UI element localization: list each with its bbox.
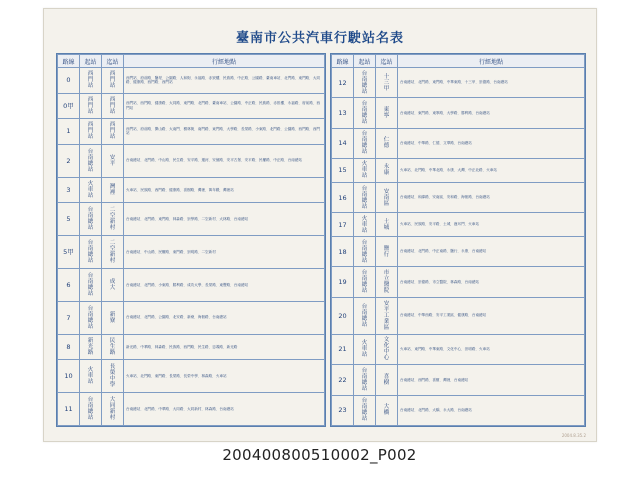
to-stop xyxy=(376,213,398,237)
to-stop xyxy=(102,393,124,426)
from-stop xyxy=(80,119,102,145)
route-stops: 台南總站．北門路．東門路．中華東路．十三甲．崇德路．台南總站 xyxy=(398,68,585,98)
to-stop-label: 新寮 xyxy=(109,311,116,324)
from-stop-label: 台南總站 xyxy=(361,269,368,294)
route-stops: 台南總站．崇德路．市立醫院．林森路．台南總站 xyxy=(398,267,585,297)
to-stop xyxy=(376,297,398,334)
route-stops: 台南總站．西門路．喜樹．灣裡．台南總站 xyxy=(398,365,585,395)
to-stop-label: 土城 xyxy=(383,218,390,231)
from-stop xyxy=(354,297,376,334)
from-stop-label: 火車站 xyxy=(87,180,94,199)
from-stop xyxy=(354,267,376,297)
to-stop xyxy=(376,182,398,212)
from-stop xyxy=(80,301,102,334)
right-route-table xyxy=(331,54,585,426)
table-row xyxy=(332,68,585,98)
table-row xyxy=(332,297,585,334)
to-stop xyxy=(376,128,398,158)
route-number: 16 xyxy=(332,182,354,212)
route-number: 19 xyxy=(332,267,354,297)
from-stop-label: 台南總站 xyxy=(87,305,94,330)
left-route-table-panel xyxy=(56,53,326,427)
from-stop xyxy=(80,203,102,236)
to-stop-label: 十三甲 xyxy=(383,73,390,92)
to-stop-label: 西門站 xyxy=(109,71,116,90)
to-stop xyxy=(102,334,124,360)
route-number: 6 xyxy=(58,268,80,301)
to-stop xyxy=(102,93,124,119)
to-stop xyxy=(102,360,124,393)
route-stops: 台南總站．北門路．小東路．勝利路．成功大學．長榮路．東豐路．台南總站 xyxy=(124,268,325,301)
route-stops: 台南總站．北門路．東門路．林森路．崇學路．二空新村．大林路．台南總站 xyxy=(124,203,325,236)
from-stop xyxy=(80,68,102,94)
from-stop-label: 台南總站 xyxy=(87,239,94,264)
from-stop-label: 台南總站 xyxy=(361,239,368,264)
from-stop xyxy=(354,334,376,364)
table-row xyxy=(58,177,325,203)
from-stop-label: 台南總站 xyxy=(361,185,368,210)
from-stop-label: 台南總站 xyxy=(361,101,368,126)
from-stop-label: 西門站 xyxy=(87,71,94,90)
to-stop-label: 西門站 xyxy=(109,122,116,141)
table-row xyxy=(332,213,585,237)
table-row xyxy=(58,301,325,334)
from-stop xyxy=(354,365,376,395)
to-stop xyxy=(376,334,398,364)
table-row xyxy=(58,144,325,177)
route-stops: 台南總站．東門路．東寧路．大學路．勝利路．台南總站 xyxy=(398,98,585,128)
to-stop xyxy=(376,395,398,425)
route-number: 22 xyxy=(332,365,354,395)
route-number: 5甲 xyxy=(58,236,80,269)
to-stop-label: 安平工業區 xyxy=(383,300,390,331)
pencil-catalog-note: 2004.8.35.2 xyxy=(561,433,586,438)
to-stop-label: 成大 xyxy=(109,278,116,291)
to-stop-label: 永康 xyxy=(383,164,390,177)
route-stops: 西門站．府前路．鹽埕．公園路．人和街．永福路．赤崁樓．民族路．中正路．公園路．臺南車站．北門路．東門路．大同路．健康路．西門路．西門站 xyxy=(124,68,325,94)
table-row xyxy=(58,119,325,145)
route-number: 3 xyxy=(58,177,80,203)
table-row xyxy=(332,182,585,212)
from-stop xyxy=(354,98,376,128)
table-row xyxy=(332,334,585,364)
table-row xyxy=(332,128,585,158)
route-stops: 台南總站．和緯路．安南區．安和路．海佃路．台南總站 xyxy=(398,182,585,212)
route-stops: 火車站．北門路．東門路．長榮路．長榮中學．林森路．火車站 xyxy=(124,360,325,393)
from-stop-label: 火車站 xyxy=(361,340,368,359)
table-row xyxy=(332,98,585,128)
route-stops: 台南總站．北門路．大橋．永大路．台南總站 xyxy=(398,395,585,425)
table-row xyxy=(58,268,325,301)
image-caption: 200400800510002_P002 xyxy=(222,446,417,464)
table-row xyxy=(332,159,585,183)
route-stops: 台南總站．中山路．民權路．東門路．崇明路．二空新村 xyxy=(124,236,325,269)
route-number: 0甲 xyxy=(58,93,80,119)
to-stop-label: 東寧 xyxy=(383,107,390,120)
route-number: 18 xyxy=(332,236,354,266)
route-stops: 台南總站．北門路．中正南路．鹽行．永康．台南總站 xyxy=(398,236,585,266)
route-number: 17 xyxy=(332,213,354,237)
header-from-stop: 起站 xyxy=(354,55,376,68)
to-stop-label: 安平 xyxy=(109,154,116,167)
to-stop-label: 西門站 xyxy=(109,96,116,115)
route-stops: 火車站．民族路．安平路．土城．鹿耳門．火車站 xyxy=(398,213,585,237)
to-stop-label: 民生路 xyxy=(109,337,116,356)
route-stops: 西門站．西門路．健康路．大同路．東門路．北門路．臺南車站．公園路．中正路．民族路．赤崁樓．永福路．府前路．西門站 xyxy=(124,93,325,119)
route-stops: 台南總站．北門路．公園路．北安路．新寮．海佃路．台南總站 xyxy=(124,301,325,334)
from-stop-label: 台南總站 xyxy=(361,303,368,328)
route-number: 15 xyxy=(332,159,354,183)
to-stop-label: 二空新村 xyxy=(109,239,116,264)
to-stop xyxy=(102,301,124,334)
from-stop xyxy=(80,268,102,301)
right-route-table-panel xyxy=(330,53,586,427)
table-row xyxy=(58,360,325,393)
table-row xyxy=(332,236,585,266)
route-stops: 西門站．府前路．開山路．大南門．樹林街．南門路．東門路．大學路．長榮路．小東路．北門路．公園路．西門路．西門站 xyxy=(124,119,325,145)
from-stop-label: 台南總站 xyxy=(87,207,94,232)
route-stops: 台南總站．中華西路．安平工業區．健康路．台南總站 xyxy=(398,297,585,334)
from-stop-label: 台南總站 xyxy=(361,70,368,95)
from-stop xyxy=(354,213,376,237)
header-route-no: 路線 xyxy=(332,55,354,68)
to-stop xyxy=(102,68,124,94)
to-stop-label: 鹽行 xyxy=(383,245,390,258)
table-row xyxy=(58,393,325,426)
from-stop xyxy=(80,177,102,203)
from-stop xyxy=(80,334,102,360)
header-route-stops: 行經地點 xyxy=(398,55,585,68)
to-stop-label: 仁德 xyxy=(383,137,390,150)
from-stop-label: 台南總站 xyxy=(87,397,94,422)
route-number: 11 xyxy=(58,393,80,426)
route-number: 1 xyxy=(58,119,80,145)
from-stop xyxy=(80,360,102,393)
table-row xyxy=(332,365,585,395)
route-stops: 台南總站．北門路．中華路．大同路．大同新村．林森路．台南總站 xyxy=(124,393,325,426)
route-stops: 台南總站．北門路．中山路．民生路．安平路．運河．安億路．安平古堡．安平路．民權路．中正路．台南總站 xyxy=(124,144,325,177)
table-row xyxy=(332,267,585,297)
route-stops: 火車站．北門路．中華北路．永康．大灣．中正北路．火車站 xyxy=(398,159,585,183)
to-stop xyxy=(102,203,124,236)
route-number: 0 xyxy=(58,68,80,94)
to-stop-label: 灣裡 xyxy=(109,183,116,196)
from-stop-label: 台南總站 xyxy=(87,272,94,297)
to-stop-label: 大橋 xyxy=(383,404,390,417)
from-stop xyxy=(80,236,102,269)
route-stops: 台南總站．中華路．仁德．文華路．台南總站 xyxy=(398,128,585,158)
table-row xyxy=(58,93,325,119)
from-stop-label: 台南總站 xyxy=(361,398,368,423)
from-stop-label: 台南總站 xyxy=(361,367,368,392)
to-stop xyxy=(102,144,124,177)
from-stop-label: 西門站 xyxy=(87,122,94,141)
from-stop xyxy=(80,93,102,119)
from-stop xyxy=(354,236,376,266)
route-number: 10 xyxy=(58,360,80,393)
table-row xyxy=(58,68,325,94)
from-stop-label: 火車站 xyxy=(361,161,368,180)
to-stop xyxy=(376,98,398,128)
to-stop xyxy=(376,267,398,297)
route-number: 12 xyxy=(332,68,354,98)
from-stop xyxy=(354,182,376,212)
to-stop-label: 長榮中學 xyxy=(109,364,116,389)
from-stop-label: 火車站 xyxy=(87,367,94,386)
document-title: 臺南市公共汽車行駛站名表 xyxy=(235,31,404,46)
from-stop-label: 新光路 xyxy=(87,337,94,356)
to-stop xyxy=(102,268,124,301)
table-row xyxy=(58,203,325,236)
header-to-stop: 迄站 xyxy=(102,55,124,68)
left-route-table xyxy=(57,54,325,426)
route-stops: 火車站．東門路．中華東路．文化中心．崇明路．火車站 xyxy=(398,334,585,364)
to-stop xyxy=(376,68,398,98)
from-stop xyxy=(80,393,102,426)
from-stop xyxy=(354,128,376,158)
to-stop-label: 二空新村 xyxy=(109,207,116,232)
table-row xyxy=(58,334,325,360)
from-stop-label: 西門站 xyxy=(87,96,94,115)
route-number: 7 xyxy=(58,301,80,334)
from-stop xyxy=(354,68,376,98)
route-number: 20 xyxy=(332,297,354,334)
route-number: 14 xyxy=(332,128,354,158)
to-stop-label: 市立醫院 xyxy=(383,269,390,294)
route-number: 21 xyxy=(332,334,354,364)
route-stops: 火車站．民族路．西門路．健康路．喜樹路．灣裡．萬年殿．灣裡站 xyxy=(124,177,325,203)
left-table-header-row xyxy=(58,55,325,68)
to-stop xyxy=(102,177,124,203)
to-stop-label: 喜樹 xyxy=(383,373,390,386)
right-table-header-row xyxy=(332,55,585,68)
document-sheet xyxy=(43,8,597,442)
to-stop xyxy=(376,365,398,395)
route-number: 13 xyxy=(332,98,354,128)
to-stop xyxy=(376,159,398,183)
header-route-no: 路線 xyxy=(58,55,80,68)
from-stop-label: 火車站 xyxy=(361,215,368,234)
to-stop-label: 文化中心 xyxy=(383,337,390,362)
from-stop xyxy=(354,395,376,425)
table-row xyxy=(332,395,585,425)
from-stop-label: 台南總站 xyxy=(361,131,368,156)
to-stop-label: 安南區 xyxy=(383,188,390,207)
from-stop-label: 台南總站 xyxy=(87,148,94,173)
from-stop xyxy=(80,144,102,177)
route-stops: 新光路．中華路．林森路．民族路．西門路．民生路．忠義路．新光路 xyxy=(124,334,325,360)
route-number: 5 xyxy=(58,203,80,236)
route-number: 2 xyxy=(58,144,80,177)
from-stop xyxy=(354,159,376,183)
route-number: 8 xyxy=(58,334,80,360)
header-from-stop: 起站 xyxy=(80,55,102,68)
table-row xyxy=(58,236,325,269)
header-route-stops: 行經地點 xyxy=(124,55,325,68)
route-number: 23 xyxy=(332,395,354,425)
to-stop xyxy=(376,236,398,266)
to-stop xyxy=(102,119,124,145)
to-stop xyxy=(102,236,124,269)
header-to-stop: 迄站 xyxy=(376,55,398,68)
to-stop-label: 大同新村 xyxy=(109,397,116,422)
